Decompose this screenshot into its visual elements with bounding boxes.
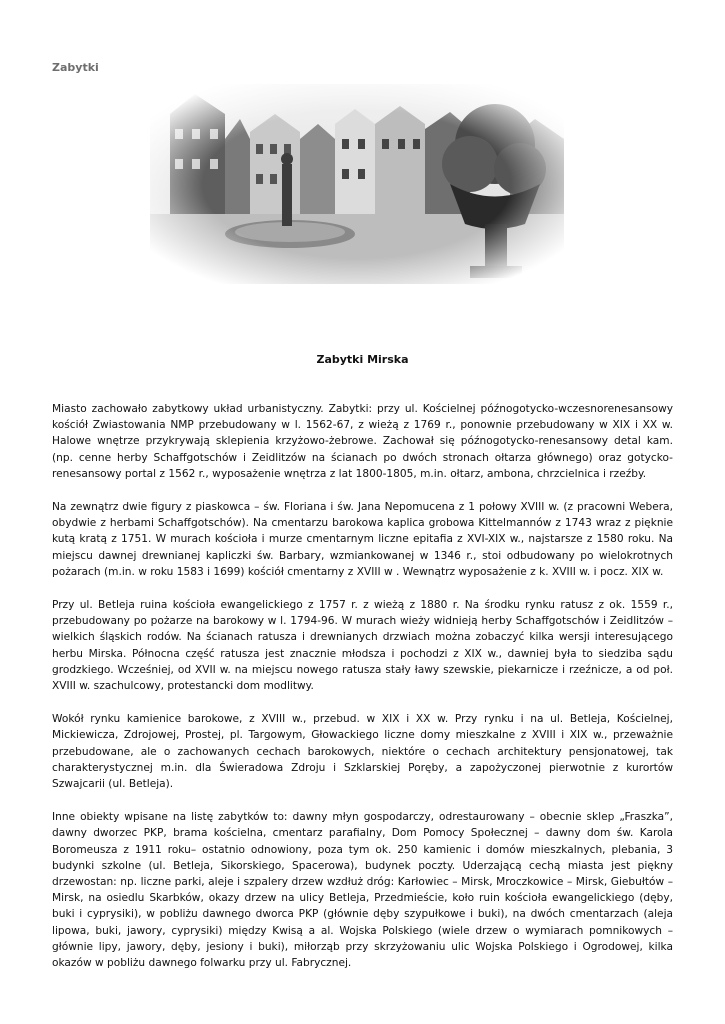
paragraph: Na zewnątrz dwie figury z piaskowca – św. Floriana i św. Jana Nepomucena z 1 połowy XVIII w. (z pracowni Webera, obydwie z herbami Schaffgotschów). Na cmentarzu barokowa kaplica grobowa Kittelmannów z 1743 wraz z pięknie kutą kratą z 1751. W murach kościoła i murze cmentarnym liczne epitafia z XVI-XIX w., najstarsze z 1580 roku. Na miejscu dawnej drewnianej kapliczki św. Barbary, wzmiankowanej w 1346 r., stoi odbudowany po wielokrotnych pożarach (m.in. w roku 1583 i 1699) kościół cmentarny z XVIII w . Wewnątrz wyposażenie z k. XVIII w. i pocz. XIX w. (52, 501, 673, 578)
paragraph: Inne obiekty wpisane na listę zabytków to: dawny młyn gospodarczy, odrestaurowany – obecnie sklep „Fraszka”, dawny dworzec PKP, brama kościelna, cmentarz parafialny, Dom Pomocy Społecznej – dawny dom św. Karola Boromeusza z 1911 roku– ostatnio odnowiony, poza tym ok. 250 kamienic i domów mieszkalnych, plebania, 3 budynki szkolne (ul. Betleja, Sikorskiego, Spacerowa), budynek poczty. Uderzającą cechą miasta jest piękny drzewostan: np. liczne parki, aleje i szpalery drzew wzdłuż dróg: Karłowiec – Mirsk, Mroczkowice – Mirsk, Giebułtów – Mirsk, na osiedlu Skarbków, okazy drzew na ulicy Betleja, Przedmieście, koło ruin kościoła ewangelickiego (dęby, buki i cyprysiki), w pobliżu dawnego dworca PKP (głównie dęby szypułkowe i buki), na dwóch cmentarzach (aleja lipowa, buki, jawory, cyprysiki) między Kwisą a al. Wojska Polskiego (wiele drzew o wymiarach pomnikowych – głównie lipy, jawory, dęby, jesiony i buki), miłorząb przy skrzyżowaniu ulic Wojska Polskiego i Ogrodowej, kilka okazów w pobliżu dawnego folwarku przy ul. Fabrycznej. (52, 811, 673, 970)
paragraph: Przy ul. Betleja ruina kościoła ewangelickiego z 1757 r. z wieżą z 1880 r. Na środku rynku ratusz z ok. 1559 r., przebudowany po pożarze na barokowy w l. 1794-96. W murach wieży widnieją herby Schaffgotschów i Zeidlitzów – wielkich śląskich rodów. Na ścianach ratusza i drewnianych drzwiach można zobaczyć kilka wersji interesującego herbu Mirska. Północna część ratusza jest znacznie młodsza i pochodzi z XIX w., dawniej była to siedziba sądu grodzkiego. Wcześniej, od XVII w. na miejscu nowego ratusza stały ławy szewskie, piekarnicze i rzeźnicze, a od poł. XVIII w. szachulcowy, protestancki dom modlitwy. (52, 599, 673, 693)
old-town-square-photo (150, 84, 564, 284)
page-title: Zabytki Mirska (316, 353, 409, 366)
paragraph: Miasto zachowało zabytkowy układ urbanistyczny. Zabytki: przy ul. Kościelnej późnogotycko-wczesnorenesansowy kościół Zwiastowania NMP przebudowany w l. 1562-67, z wieżą z 1769 r., ponownie przebudowany w XIX i XX w. Halowe wnętrze przykrywają sklepienia krzyżowo-żebrowe. Zachował się późnogotycko-renesansowy detal kam. (np. cenne herby Schaffgotschów i Zeidlitzów na ścianach po dwóch stronach ołtarza głównego) oraz gotycko-renesansowy portal z 1562 r., wyposażenie wnętrza z lat 1800-1805, m.in. ołtarz, ambona, chrzcielnica i rzeźby. (52, 403, 673, 480)
paragraph: Wokół rynku kamienice barokowe, z XVIII w., przebud. w XIX i XX w. Przy rynku i na ul. Betleja, Kościelnej, Mickiewicza, Zdrojowej, Prostej, pl. Targowym, Głowackiego liczne domy mieszkalne z XVIII i XIX w., przeważnie przebudowane, ale o zachowanych cechach barokowych, niektóre o cechach architektury pensjonatowej, tak charakterystycznej m.in. dla Świeradowa Zdroju i Szklarskiej Poręby, a zapożyczonej pierwotnie z kurortów Szwajcarii (ul. Betleja). (52, 713, 673, 791)
article-body (52, 401, 673, 988)
section-label: Zabytki (52, 61, 99, 74)
